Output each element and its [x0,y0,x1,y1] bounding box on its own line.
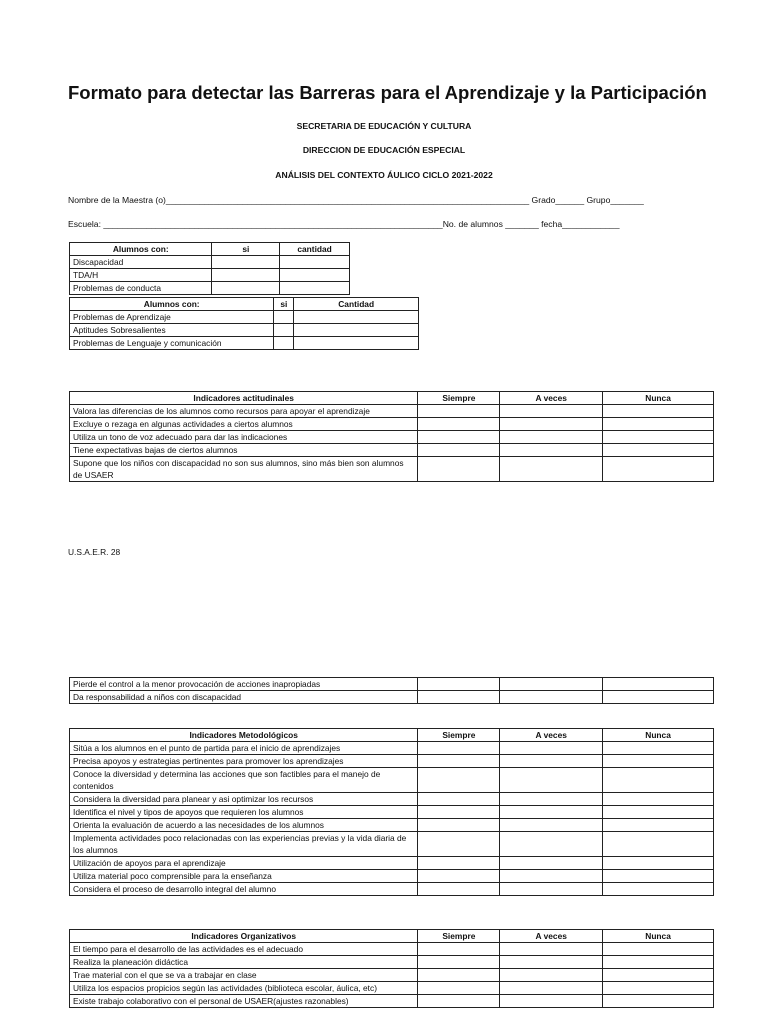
nunca-cell[interactable] [603,857,714,870]
header-actitudinales: Indicadores actitudinales [70,392,418,405]
a-veces-cell[interactable] [500,444,603,457]
cantidad-cell[interactable] [294,324,419,337]
row-label: TDA/H [70,269,212,282]
siempre-cell[interactable] [418,819,500,832]
indicator-label: Considera el proceso de desarrollo integral del alumno [70,883,418,896]
nunca-cell[interactable] [603,755,714,768]
a-veces-cell[interactable] [500,806,603,819]
siempre-cell[interactable] [418,883,500,896]
actitudinales-table [69,391,714,482]
page-title: Formato para detectar las Barreras para el Aprendizaje y la Participación [68,82,707,103]
header-si: si [212,243,280,256]
si-cell[interactable] [274,337,294,350]
cantidad-cell[interactable] [280,256,350,269]
siempre-cell[interactable] [418,444,500,457]
table-row [70,768,714,793]
indicator-label: Existe trabajo colaborativo con el personal de USAER(ajustes razonables) [70,995,418,1008]
header-organizativos: Indicadores Organizativos [70,930,418,943]
header-siempre: Siempre [418,930,500,943]
indicator-label: Realiza la planeación didáctica [70,956,418,969]
siempre-cell[interactable] [418,755,500,768]
table-row [70,857,714,870]
nunca-cell[interactable] [603,691,714,704]
siempre-cell[interactable] [418,768,500,793]
indicator-label: Considera la diversidad para planear y asi optimizar los recursos [70,793,418,806]
indicator-label: Pierde el control a la menor provocación de acciones inapropiadas [70,678,418,691]
a-veces-cell[interactable] [500,768,603,793]
row-label: Aptitudes Sobresalientes [70,324,274,337]
indicator-label: Identifica el nivel y tipos de apoyos que requieren los alumnos [70,806,418,819]
header-siempre: Siempre [418,729,500,742]
indicator-label: Excluye o rezaga en algunas actividades a ciertos alumnos [70,418,418,431]
header-alumnos: Alumnos con: [70,298,274,311]
nunca-cell[interactable] [603,870,714,883]
nunca-cell[interactable] [603,982,714,995]
a-veces-cell[interactable] [500,793,603,806]
continuation-table [69,677,714,704]
indicator-label: Conoce la diversidad y determina las acciones que son factibles para el manejo de contenidos [70,768,418,793]
table-row [70,431,714,444]
table-row [70,418,714,431]
nunca-cell[interactable] [603,418,714,431]
table-row [70,678,714,691]
siempre-cell[interactable] [418,982,500,995]
nunca-cell[interactable] [603,444,714,457]
header-metodologicos: Indicadores Metodológicos [70,729,418,742]
a-veces-cell[interactable] [500,883,603,896]
a-veces-cell[interactable] [500,431,603,444]
a-veces-cell[interactable] [500,457,603,482]
teacher-grade-group-line[interactable]: Nombre de la Maestra (o)____________________________________________________________________________ Grado______ Grupo_______ [68,195,644,205]
a-veces-cell[interactable] [500,956,603,969]
siempre-cell[interactable] [418,857,500,870]
row-label: Problemas de conducta [70,282,212,295]
indicator-label: Utilización de apoyos para el aprendizaje [70,857,418,870]
indicator-label: El tiempo para el desarrollo de las actividades es el adecuado [70,943,418,956]
a-veces-cell[interactable] [500,819,603,832]
table-row [70,324,419,337]
nunca-cell[interactable] [603,806,714,819]
table-row [70,969,714,982]
table-row [70,995,714,1008]
header-si: si [274,298,294,311]
siempre-cell[interactable] [418,832,500,857]
a-veces-cell[interactable] [500,678,603,691]
header-a-veces: A veces [500,930,603,943]
table-row [70,269,350,282]
table-row [70,256,350,269]
nunca-cell[interactable] [603,943,714,956]
siempre-cell[interactable] [418,418,500,431]
nunca-cell[interactable] [603,969,714,982]
indicator-label: Utiliza un tono de voz adecuado para dar las indicaciones [70,431,418,444]
a-veces-cell[interactable] [500,742,603,755]
cantidad-cell[interactable] [294,337,419,350]
indicator-label: Sitúa a los alumnos en el punto de partida para el inicio de aprendizajes [70,742,418,755]
table-row [70,691,714,704]
nunca-cell[interactable] [603,678,714,691]
siempre-cell[interactable] [418,742,500,755]
indicator-label: Supone que los niños con discapacidad no son sus alumnos, sino más bien son alumnos de USAER [70,457,418,482]
nunca-cell[interactable] [603,883,714,896]
a-veces-cell[interactable] [500,691,603,704]
a-veces-cell[interactable] [500,982,603,995]
nunca-cell[interactable] [603,819,714,832]
table-row [70,982,714,995]
header-nunca: Nunca [603,392,714,405]
nunca-cell[interactable] [603,457,714,482]
si-cell[interactable] [212,269,280,282]
table-row [70,819,714,832]
a-veces-cell[interactable] [500,418,603,431]
indicator-label: Implementa actividades poco relacionadas con las experiencias previas y la vida diaria de los alumnos [70,832,418,857]
indicator-label: Orienta la evaluación de acuerdo a las necesidades de los alumnos [70,819,418,832]
si-cell[interactable] [274,324,294,337]
table-row [70,405,714,418]
siempre-cell[interactable] [418,943,500,956]
a-veces-cell[interactable] [500,405,603,418]
row-label: Problemas de Lenguaje y comunicación [70,337,274,350]
row-label: Discapacidad [70,256,212,269]
header-cantidad: cantidad [280,243,350,256]
table-row [70,311,419,324]
si-cell[interactable] [274,311,294,324]
table-row [70,793,714,806]
si-cell[interactable] [212,282,280,295]
siempre-cell[interactable] [418,431,500,444]
a-veces-cell[interactable] [500,969,603,982]
subheading-direccion: DIRECCION DE EDUCACIÓN ESPECIAL [302,145,466,155]
table-row [70,444,714,457]
cantidad-cell[interactable] [294,311,419,324]
cantidad-cell[interactable] [280,269,350,282]
indicator-label: Tiene expectativas bajas de ciertos alumnos [70,444,418,457]
table-row [70,943,714,956]
a-veces-cell[interactable] [500,755,603,768]
nunca-cell[interactable] [603,742,714,755]
header-a-veces: A veces [500,729,603,742]
table-row [70,337,419,350]
siempre-cell[interactable] [418,806,500,819]
table-row [70,742,714,755]
siempre-cell[interactable] [418,457,500,482]
a-veces-cell[interactable] [500,995,603,1008]
table-row [70,282,350,295]
cantidad-cell[interactable] [280,282,350,295]
subheading-analisis: ANÁLISIS DEL CONTEXTO ÁULICO CICLO 2021-2022 [275,170,493,180]
siempre-cell[interactable] [418,678,500,691]
indicator-label: Utiliza los espacios propicios según las actividades (biblioteca escolar, áulica, etc) [70,982,418,995]
nunca-cell[interactable] [603,956,714,969]
nunca-cell[interactable] [603,793,714,806]
organizativos-table [69,929,714,1008]
nunca-cell[interactable] [603,832,714,857]
row-label: Problemas de Aprendizaje [70,311,274,324]
nunca-cell[interactable] [603,768,714,793]
a-veces-cell[interactable] [500,870,603,883]
header-nunca: Nunca [603,729,714,742]
indicator-label: Trae material con el que se va a trabajar en clase [70,969,418,982]
siempre-cell[interactable] [418,956,500,969]
a-veces-cell[interactable] [500,832,603,857]
metodologicos-table [69,728,714,896]
a-veces-cell[interactable] [500,857,603,870]
table-row [70,832,714,857]
header-alumnos: Alumnos con: [70,243,212,256]
si-cell[interactable] [212,256,280,269]
a-veces-cell[interactable] [500,943,603,956]
usaer-footer: U.S.A.E.R. 28 [68,547,121,557]
students-table-1 [69,242,350,295]
siempre-cell[interactable] [418,870,500,883]
siempre-cell[interactable] [418,995,500,1008]
table-row [70,755,714,768]
siempre-cell[interactable] [418,405,500,418]
siempre-cell[interactable] [418,969,500,982]
siempre-cell[interactable] [418,691,500,704]
nunca-cell[interactable] [603,995,714,1008]
table-row [70,870,714,883]
nunca-cell[interactable] [603,405,714,418]
header-a-veces: A veces [500,392,603,405]
table-row [70,883,714,896]
siempre-cell[interactable] [418,793,500,806]
table-row [70,806,714,819]
students-table-2 [69,297,419,350]
indicator-label: Da responsabilidad a niños con discapacidad [70,691,418,704]
header-nunca: Nunca [603,930,714,943]
nunca-cell[interactable] [603,431,714,444]
header-siempre: Siempre [418,392,500,405]
table-row [70,457,714,482]
indicator-label: Valora las diferencias de los alumnos como recursos para apoyar el aprendizaje [70,405,418,418]
school-count-date-line[interactable]: Escuela: _______________________________________________________________________No. de alumnos _______ fecha____________ [68,219,620,229]
table-row [70,956,714,969]
header-cantidad: Cantidad [294,298,419,311]
indicator-label: Utiliza material poco comprensible para la enseñanza [70,870,418,883]
indicator-label: Precisa apoyos y estrategias pertinentes para promover los aprendizajes [70,755,418,768]
subheading-secretaria: SECRETARIA DE EDUCACIÓN Y CULTURA [296,121,472,131]
